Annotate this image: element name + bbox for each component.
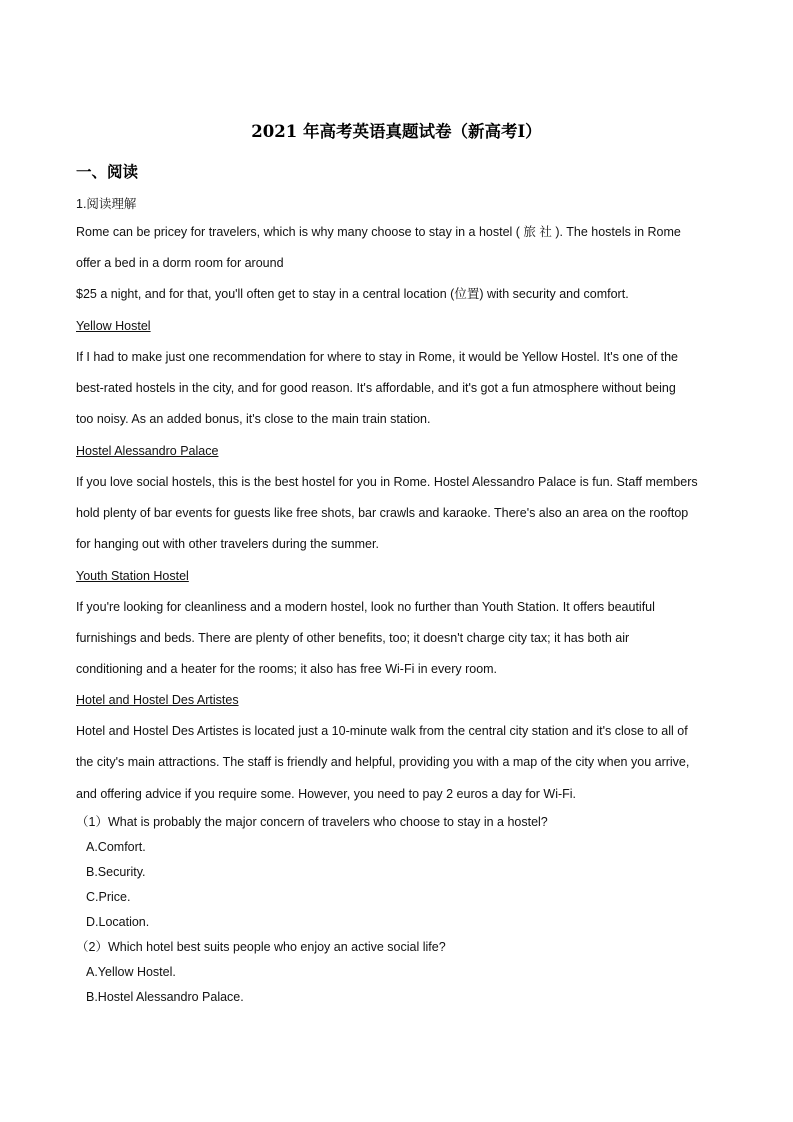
paragraph-line: too noisy. As an added bonus, it's close to the main train station. bbox=[76, 412, 431, 426]
paragraph-line: If I had to make just one recommendation for where to stay in Rome, it would be Yellow Hostel. It's one of the bbox=[76, 350, 679, 364]
answer-option: B.Security. bbox=[86, 865, 146, 879]
part-label: 1.阅读理解 bbox=[76, 197, 137, 211]
question-text: （2）Which hotel best suits people who enjoy an active social life? bbox=[76, 940, 446, 954]
paragraph-line: If you're looking for cleanliness and a modern hostel, look no further than Youth Station. It offers beautiful bbox=[76, 600, 655, 614]
paragraph-line: for hanging out with other travelers during the summer. bbox=[76, 537, 379, 551]
paragraph-line: hold plenty of bar events for guests like free shots, bar crawls and karaoke. There's also an area on the rooftop bbox=[76, 506, 689, 520]
paragraph-line: best-rated hostels in the city, and for good reason. It's affordable, and it's got a fun atmosphere without being bbox=[76, 381, 676, 395]
question-text: （1）What is probably the major concern of travelers who choose to stay in a hostel? bbox=[76, 815, 548, 829]
hostel-heading: Hostel Alessandro Palace bbox=[76, 444, 219, 458]
hostel-heading: Yellow Hostel bbox=[76, 319, 151, 333]
hostel-heading: Youth Station Hostel bbox=[76, 569, 189, 583]
paragraph-line: If you love social hostels, this is the best hostel for you in Rome. Hostel Alessandro Palace is fun. Staff members bbox=[76, 475, 698, 489]
answer-option: B.Hostel Alessandro Palace. bbox=[86, 990, 244, 1004]
hostel-heading: Hotel and Hostel Des Artistes bbox=[76, 693, 239, 707]
answer-option: D.Location. bbox=[86, 915, 150, 929]
intro-line: offer a bed in a dorm room for around bbox=[76, 256, 284, 270]
exam-title: 2021 年高考英语真题试卷（新高考Ⅰ） bbox=[251, 122, 542, 141]
intro-line: Rome can be pricey for travelers, which is why many choose to stay in a hostel ( 旅 社 ). The hostels in Rome bbox=[76, 225, 681, 239]
paragraph-line: Hotel and Hostel Des Artistes is located just a 10-minute walk from the central city station and it's close to all of bbox=[76, 724, 688, 738]
paragraph-line: the city's main attractions. The staff is friendly and helpful, providing you with a map of the city when you arrive, bbox=[76, 755, 690, 769]
answer-option: A.Comfort. bbox=[86, 840, 146, 854]
paragraph-line: furnishings and beds. There are plenty of other benefits, too; it doesn't charge city tax; it has both air bbox=[76, 631, 630, 645]
section-heading: 一、阅读 bbox=[76, 163, 139, 181]
paragraph-line: and offering advice if you require some. However, you need to pay 2 euros a day for Wi-Fi. bbox=[76, 787, 577, 801]
intro-line: $25 a night, and for that, you'll often get to stay in a central location (位置) with security and comfort. bbox=[76, 287, 629, 301]
answer-option: A.Yellow Hostel. bbox=[86, 965, 176, 979]
answer-option: C.Price. bbox=[86, 890, 131, 904]
paragraph-line: conditioning and a heater for the rooms; it also has free Wi-Fi in every room. bbox=[76, 662, 498, 676]
